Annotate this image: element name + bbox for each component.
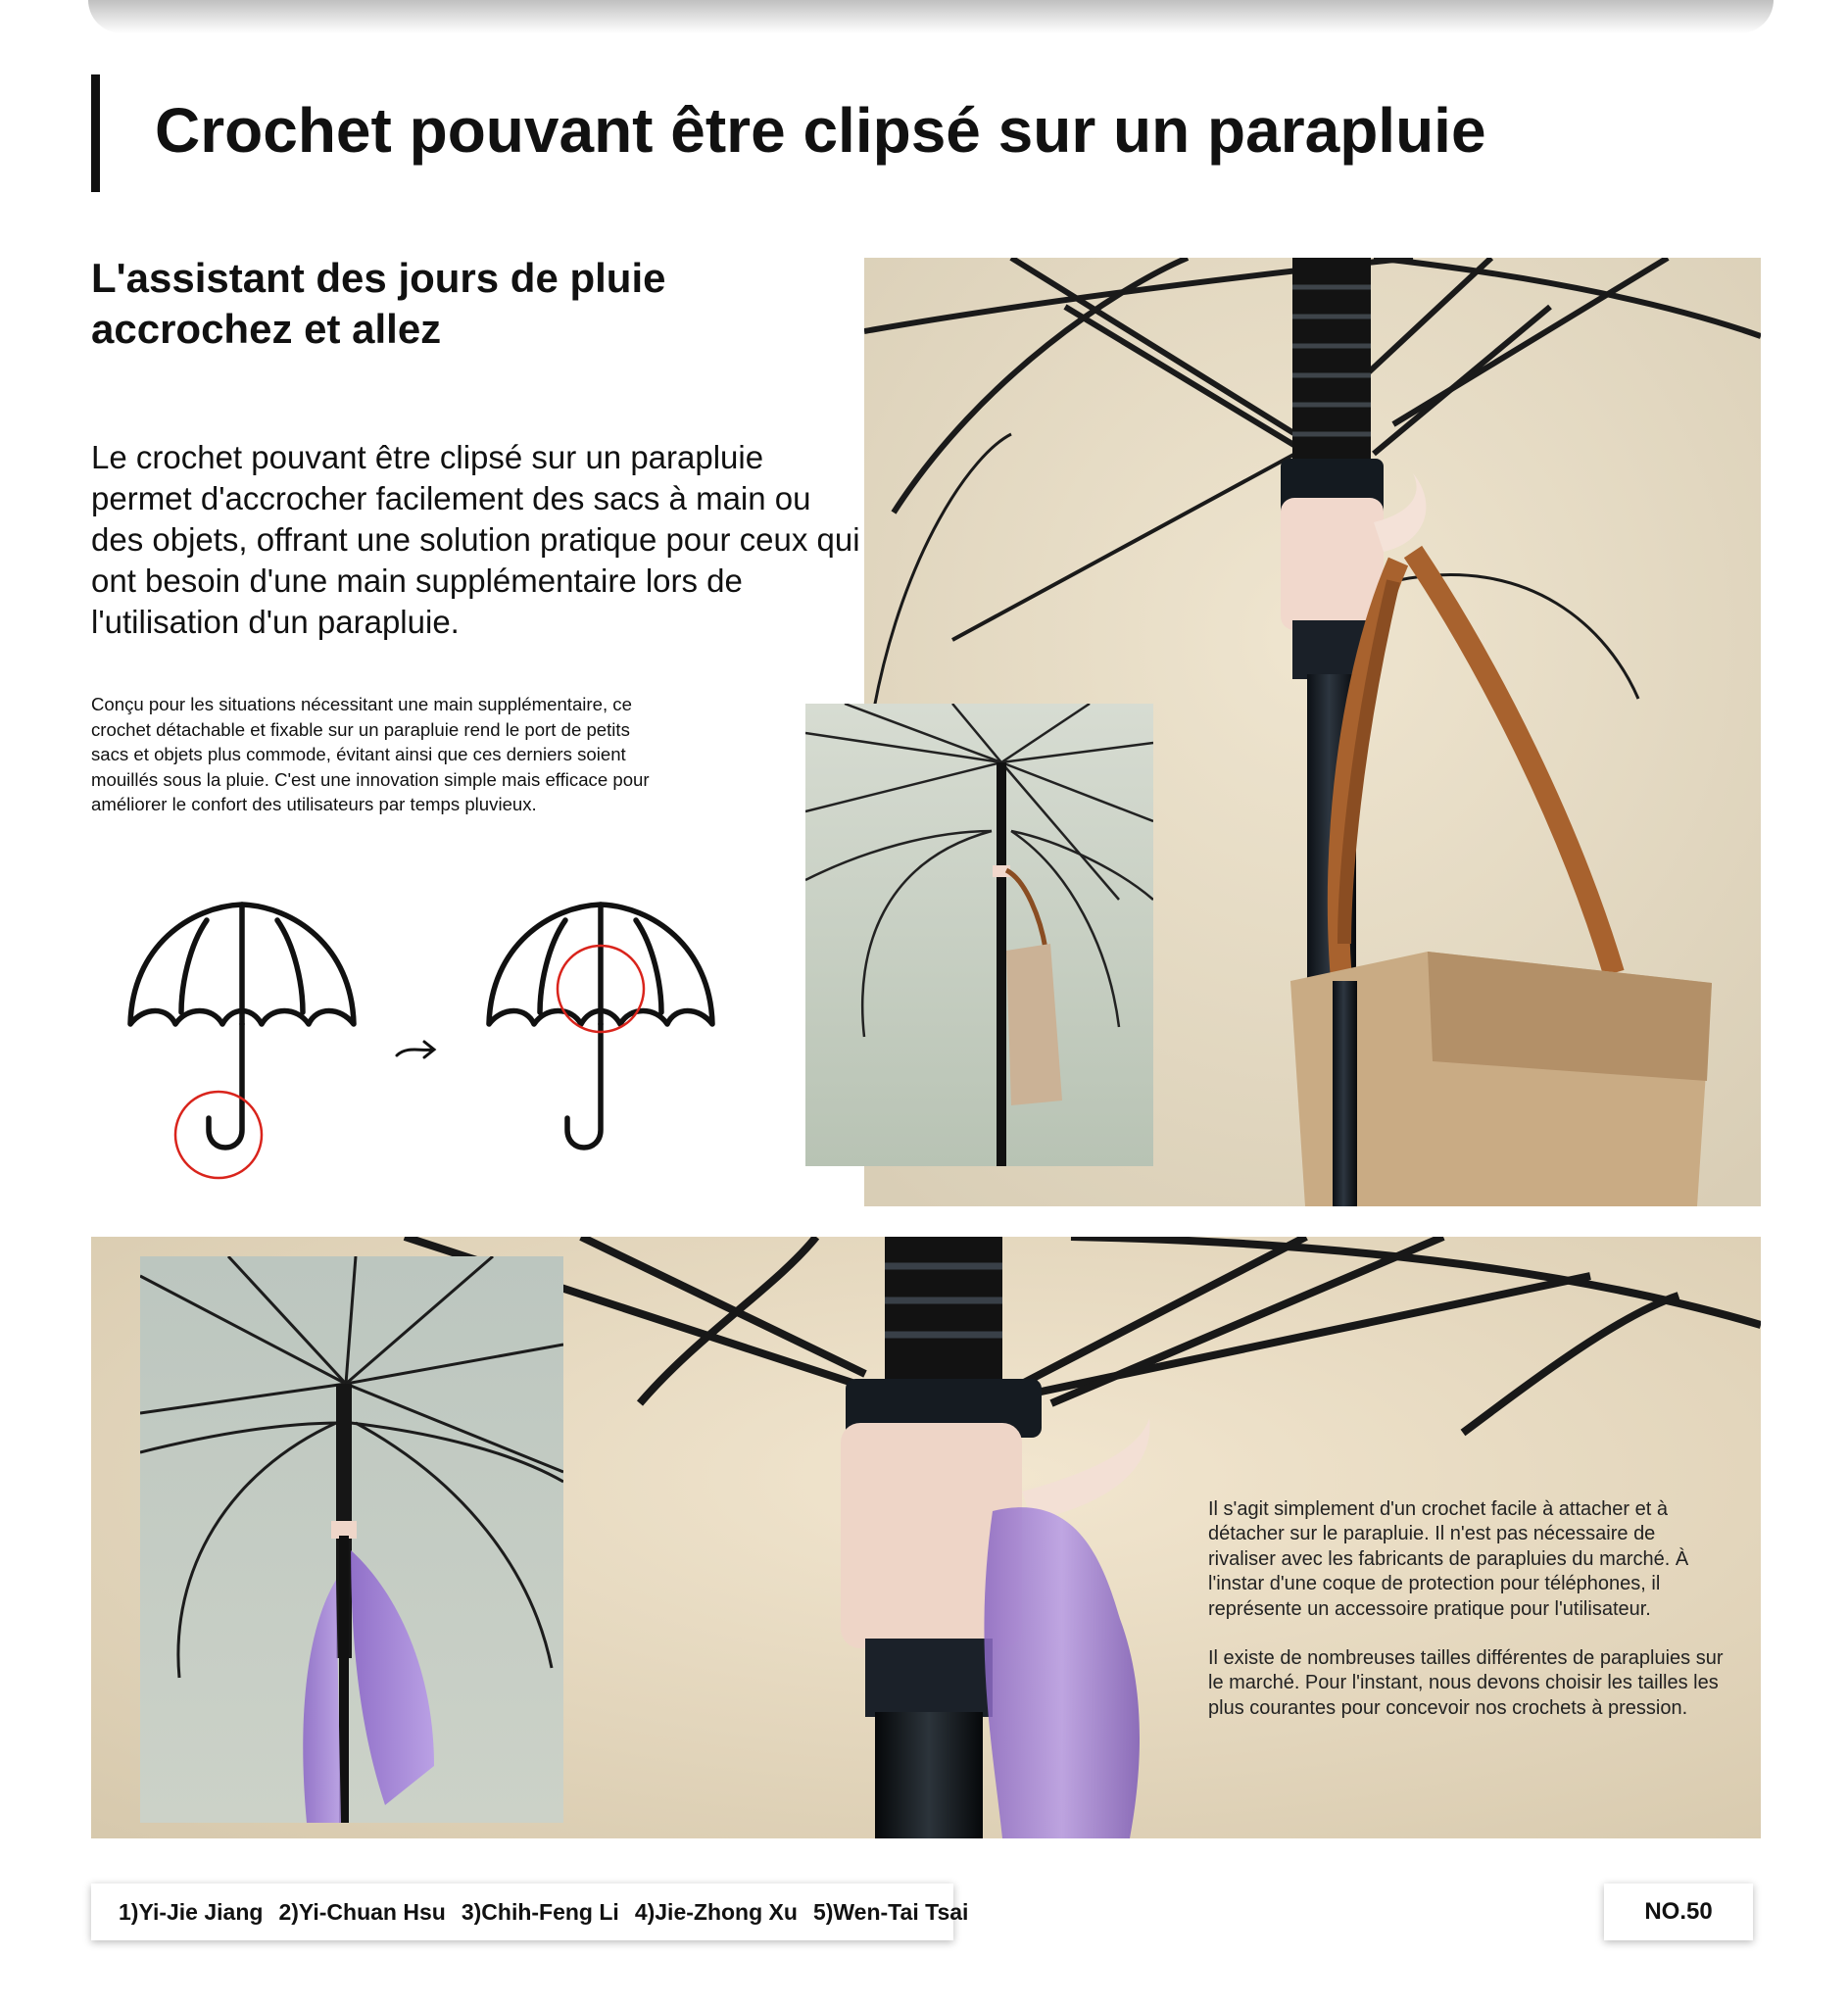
highlight-circle-handle [175, 1092, 262, 1178]
umbrella-icon-after [489, 905, 712, 1148]
umbrella-icon-before [130, 905, 354, 1148]
side-info-paragraph-1: Il s'agit simplement d'un crochet facile à attacher et à détacher sur le parapluie. Il n'est pas nécessaire de rivaliser avec les fabricants de parapluies du marché. À l'instar d'une coque de protection pour téléphones, il représente un accessoire pratique pour l'utilisateur. [1208, 1498, 1689, 1620]
author-5: 5)Wen-Tai Tsai [812, 1898, 969, 1925]
author-3: 3)Chih-Feng Li [461, 1898, 619, 1925]
top-shadow-band [88, 0, 1774, 33]
photo-umbrella-with-purple-bag [140, 1256, 563, 1823]
photo-umbrella-underside-bag [805, 704, 1153, 1166]
description-paragraph: Conçu pour les situations nécessitant une main supplémentaire, ce crochet détachable et fixable sur un parapluie rend le port de petits sacs et objets plus commode, évitant ainsi que ces derniers soient mouillés sous la pluie. C'est une innovation simple mais efficace pour améliorer le confort des utilisateurs par temps pluvieux. [91, 694, 650, 814]
side-info-text [1208, 1497, 1727, 1745]
author-2: 2)Yi-Chuan Hsu [278, 1898, 446, 1925]
page-number: NO.50 [1604, 1884, 1753, 1940]
umbrella-diagram [113, 887, 740, 1210]
author-4: 4)Jie-Zhong Xu [634, 1898, 798, 1925]
page-title: Crochet pouvant être clipsé sur un parapluie [155, 95, 1486, 166]
subtitle-line-1: L'assistant des jours de pluie [91, 255, 666, 301]
subtitle [91, 253, 665, 355]
subtitle-line-2: accrochez et allez [91, 306, 442, 352]
lead-paragraph: Le crochet pouvant être clipsé sur un parapluie permet d'accrocher facilement des sacs à main ou des objets, offrant une solution pratique pour ceux qui ont besoin d'une main supplémentaire lors de l'utilisation d'un parapluie. [91, 439, 860, 640]
side-info-paragraph-2: Il existe de nombreuses tailles différentes de parapluies sur le marché. Pour l'instant, nous devons choisir les tailles les plus courantes pour concevoir nos crochets à pression. [1208, 1647, 1724, 1719]
authors-bar [91, 1884, 969, 1940]
arrow-right-icon [397, 1042, 434, 1057]
title-accent-bar [91, 74, 100, 192]
author-1: 1)Yi-Jie Jiang [119, 1898, 264, 1925]
